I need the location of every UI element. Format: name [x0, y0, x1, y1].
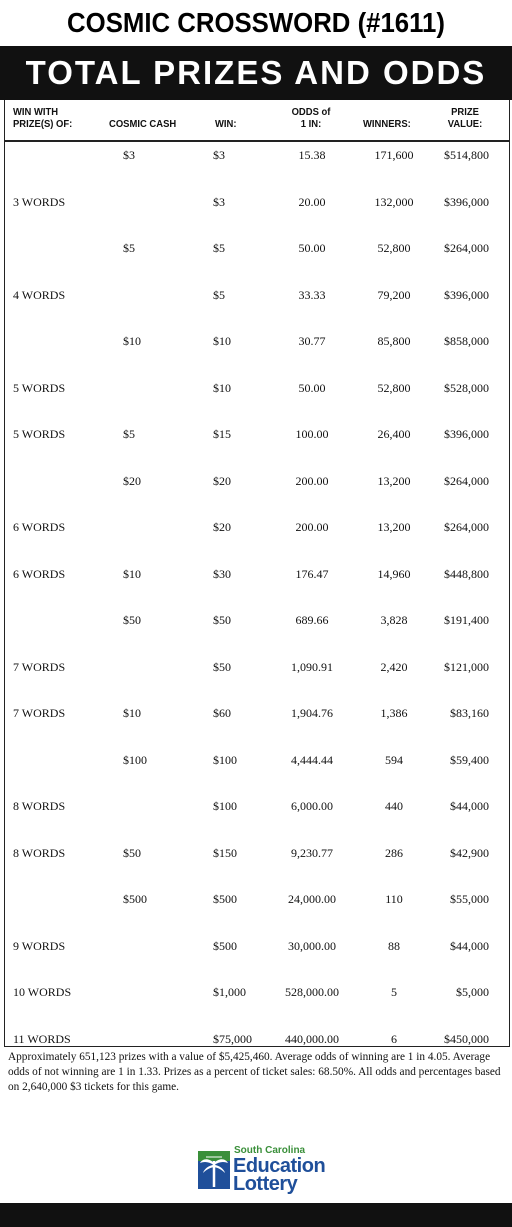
cell-odds: 528,000.00	[285, 985, 339, 999]
table-row	[5, 334, 509, 354]
cell-winners: 6	[391, 1031, 397, 1046]
cell-odds: 30,000.00	[288, 938, 336, 953]
cell-cosmic-cash: $5	[123, 241, 135, 255]
cell-prize-value: $264,000	[444, 520, 489, 534]
table-row	[5, 892, 509, 912]
table-row	[5, 427, 509, 447]
cell-prize-value: $528,000	[444, 380, 489, 395]
cell-winners: 26,400	[377, 427, 411, 441]
cell-win-with: 5 WORDS	[13, 427, 66, 441]
cell-winners: 110	[385, 892, 403, 906]
cell-prize-value: $55,000	[450, 892, 489, 906]
prize-table	[4, 100, 510, 1046]
cell-win: $5	[213, 287, 225, 302]
cell-win-with: 6 WORDS	[13, 520, 66, 534]
cell-winners: 132,000	[374, 194, 414, 209]
table-row	[5, 1032, 509, 1052]
cell-cosmic-cash: $20	[123, 473, 141, 488]
cell-cosmic-cash: $50	[123, 845, 141, 860]
logo-state-text: South Carolina	[234, 1145, 306, 1156]
cell-cosmic-cash: $10	[123, 334, 141, 348]
cell-cosmic-cash: $5	[123, 427, 135, 441]
table-row	[5, 241, 509, 261]
cell-odds: 20.00	[298, 194, 326, 209]
cell-odds: 1,090.91	[291, 659, 333, 674]
table-row	[5, 567, 509, 587]
cell-winners: 88	[388, 938, 400, 953]
cell-odds: 24,000.00	[288, 892, 336, 906]
table-bottom-divider	[4, 1046, 510, 1047]
cell-win-with: 6 WORDS	[13, 566, 66, 581]
cell-winners: 5	[391, 985, 397, 999]
cell-winners: 171,600	[374, 148, 414, 162]
header-cosmic-cash: COSMIC CASH	[109, 118, 177, 130]
cell-win: $75,000	[213, 1031, 252, 1046]
logo-lottery-text: Lottery	[233, 1173, 298, 1195]
cell-prize-value: $264,000	[444, 241, 489, 255]
cell-cosmic-cash: $3	[123, 148, 135, 162]
cell-win: $30	[213, 566, 231, 581]
table-row	[5, 613, 509, 633]
table-row	[5, 846, 509, 866]
cell-win: $100	[213, 799, 237, 813]
cell-winners: 594	[385, 752, 403, 767]
cell-win: $15	[213, 427, 231, 441]
cell-win: $500	[213, 938, 237, 953]
cell-prize-value: $396,000	[444, 287, 489, 302]
cell-odds: 200.00	[295, 473, 329, 488]
cell-odds: 200.00	[295, 520, 329, 534]
cell-prize-value: $44,000	[450, 799, 489, 813]
cell-win: $60	[213, 706, 231, 720]
cell-win-with: 7 WORDS	[13, 706, 66, 720]
cell-prize-value: $83,160	[450, 706, 489, 720]
cell-win: $500	[213, 892, 237, 906]
palmetto-logo-icon	[196, 1147, 232, 1193]
cell-winners: 1,386	[380, 706, 408, 720]
section-banner	[0, 46, 512, 100]
table-row	[5, 660, 509, 680]
cell-winners: 14,960	[377, 566, 411, 581]
cell-odds: 50.00	[298, 380, 326, 395]
cell-win: $20	[213, 520, 231, 534]
cell-odds: 4,444.44	[291, 752, 333, 767]
table-row	[5, 148, 509, 168]
odds-footnote: Approximately 651,123 prizes with a value of $5,425,460. Average odds of winning are 1 in 4.05. Average odds of not winning are 1 in 1.33. Prizes as a percent of ticket sales: 68.50%. All odds and percentages based on 2,640,000 $3 tickets for this game.	[8, 1051, 501, 1093]
cell-odds: 1,904.76	[291, 706, 333, 720]
header-winners: WINNERS:	[363, 118, 411, 130]
table-row	[5, 753, 509, 773]
cell-win-with: 4 WORDS	[13, 287, 66, 302]
cell-win-with: 8 WORDS	[13, 799, 66, 813]
cell-cosmic-cash: $100	[123, 752, 147, 767]
cell-winners: 79,200	[377, 287, 411, 302]
table-row	[5, 288, 509, 308]
cell-winners: 13,200	[377, 520, 411, 534]
cell-prize-value: $5,000	[456, 985, 489, 999]
footer-bar	[0, 1203, 512, 1227]
cell-winners: 286	[385, 845, 403, 860]
cell-win: $50	[213, 613, 231, 627]
cell-win: $10	[213, 334, 231, 348]
cell-odds: 9,230.77	[291, 845, 333, 860]
cell-win-with: 8 WORDS	[13, 845, 66, 860]
cell-win: $3	[213, 148, 225, 162]
cell-win: $3	[213, 194, 225, 209]
cell-prize-value: $59,400	[450, 752, 489, 767]
cell-prize-value: $450,000	[444, 1031, 489, 1046]
cell-win-with: 5 WORDS	[13, 380, 66, 395]
cell-win: $5	[213, 241, 225, 255]
cell-cosmic-cash: $500	[123, 892, 147, 906]
cell-odds: 30.77	[298, 334, 326, 348]
sc-education-lottery-logo	[196, 1145, 346, 1197]
table-row	[5, 474, 509, 494]
table-row	[5, 195, 509, 215]
header-prize-value: PRIZE VALUE:	[447, 106, 483, 130]
cell-prize-value: $396,000	[444, 194, 489, 209]
cell-prize-value: $396,000	[444, 427, 489, 441]
table-row	[5, 706, 509, 726]
cell-odds: 6,000.00	[291, 799, 333, 813]
cell-winners: 85,800	[377, 334, 411, 348]
cell-odds: 100.00	[295, 427, 329, 441]
table-row	[5, 520, 509, 540]
table-row	[5, 985, 509, 1005]
cell-prize-value: $858,000	[444, 334, 489, 348]
cell-prize-value: $448,800	[444, 566, 489, 581]
cell-odds: 689.66	[295, 613, 329, 627]
cell-win-with: 7 WORDS	[13, 659, 66, 674]
cell-win-with: 3 WORDS	[13, 194, 66, 209]
cell-odds: 33.33	[298, 287, 326, 302]
cell-odds: 50.00	[298, 241, 326, 255]
cell-winners: 3,828	[380, 613, 408, 627]
cell-prize-value: $514,800	[444, 148, 489, 162]
cell-win-with: 9 WORDS	[13, 938, 66, 953]
cell-odds: 440,000.00	[285, 1031, 339, 1046]
cell-win: $150	[213, 845, 237, 860]
cell-winners: 440	[385, 799, 403, 813]
section-banner-text: TOTAL PRIZES AND ODDS	[25, 54, 487, 91]
cell-win-with: 11 WORDS	[13, 1031, 71, 1046]
logo-education-text: Education	[233, 1155, 326, 1177]
header-divider	[5, 140, 509, 142]
cell-cosmic-cash: $10	[123, 706, 141, 720]
cell-win: $20	[213, 473, 231, 488]
header-win-with: WIN WITH PRIZE(S) OF:	[13, 106, 73, 130]
cell-win-with: 10 WORDS	[13, 985, 72, 999]
cell-odds: 15.38	[298, 148, 326, 162]
header-win: WIN:	[215, 118, 237, 130]
cell-prize-value: $191,400	[444, 613, 489, 627]
cell-win: $100	[213, 752, 237, 767]
cell-prize-value: $264,000	[444, 473, 489, 488]
cell-winners: 52,800	[377, 241, 411, 255]
table-row	[5, 381, 509, 401]
cell-cosmic-cash: $50	[123, 613, 141, 627]
cell-win: $50	[213, 659, 231, 674]
cell-winners: 52,800	[377, 380, 411, 395]
header-odds: ODDS of 1 IN:	[291, 106, 331, 130]
table-row	[5, 799, 509, 819]
cell-win: $10	[213, 380, 231, 395]
cell-cosmic-cash: $10	[123, 566, 141, 581]
cell-odds: 176.47	[295, 566, 329, 581]
cell-prize-value: $44,000	[450, 938, 489, 953]
cell-winners: 2,420	[380, 659, 408, 674]
cell-winners: 13,200	[377, 473, 411, 488]
table-row	[5, 939, 509, 959]
cell-prize-value: $121,000	[444, 659, 489, 674]
cell-win: $1,000	[213, 985, 246, 999]
page-title: COSMIC CROSSWORD (#1611)	[67, 7, 445, 38]
cell-prize-value: $42,900	[450, 845, 489, 860]
